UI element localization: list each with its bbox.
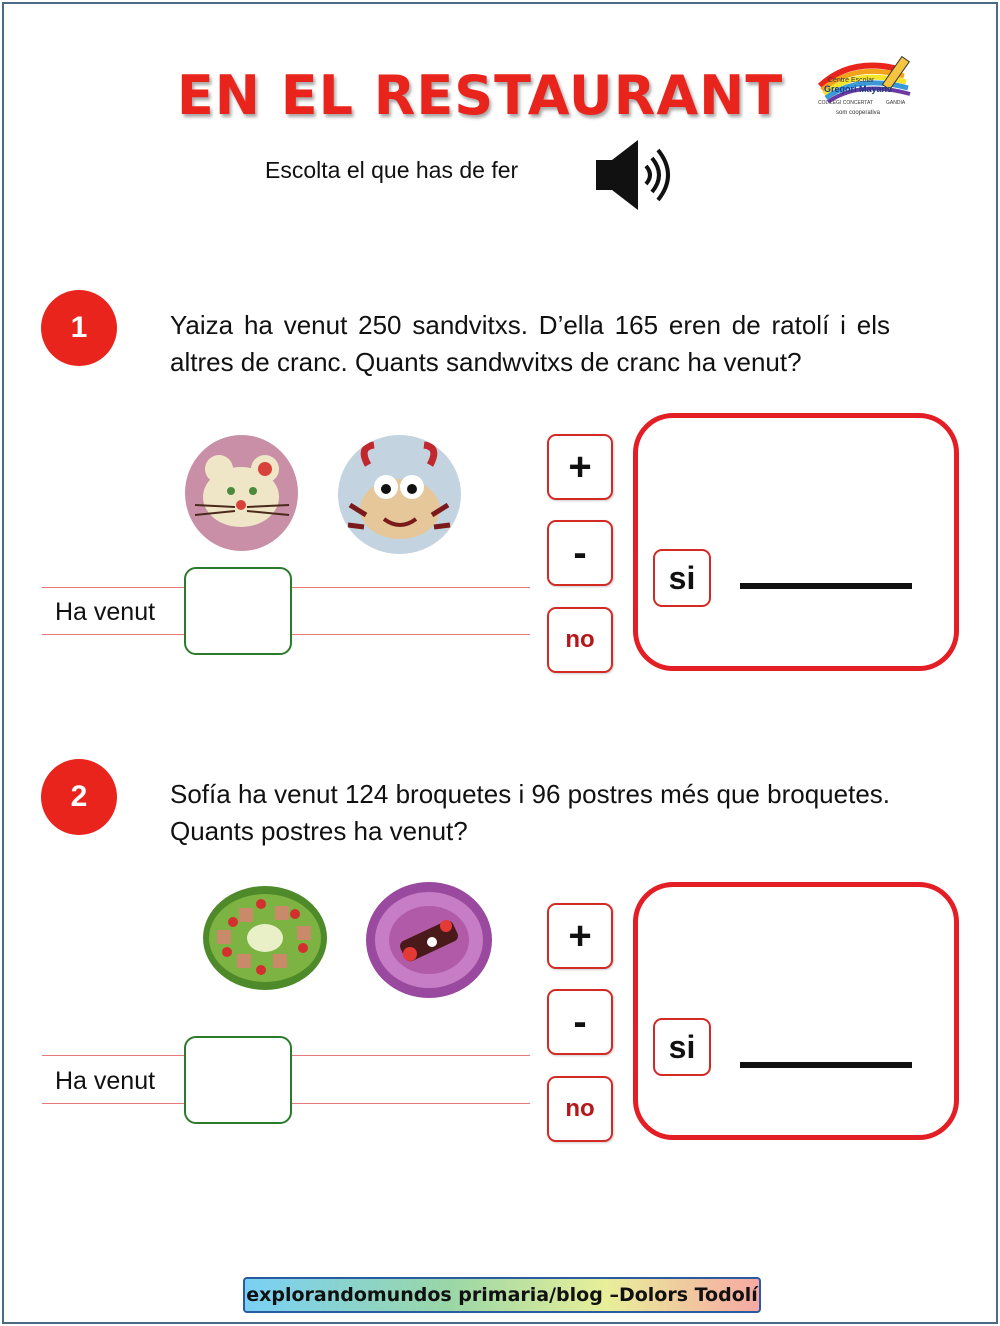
svg-text:COL·LEGI CONCERTAT: COL·LEGI CONCERTAT (818, 100, 874, 106)
operation-box-2[interactable] (633, 882, 959, 1140)
answer-label-2: Ha venut (55, 1067, 156, 1095)
problem-text-2: Sofía ha venut 124 broquetes i 96 postres més que broquetes. Quants postres ha venut? (170, 779, 890, 846)
no-button-2[interactable]: no (547, 1076, 613, 1142)
dessert-photo (366, 882, 492, 998)
result-blank-2[interactable] (740, 1062, 912, 1068)
si-button-2[interactable]: si (653, 1018, 711, 1076)
problem-number-2: 2 (41, 759, 117, 835)
answer-input-2[interactable] (184, 1036, 292, 1124)
speaker-icon[interactable] (594, 138, 676, 212)
mouse-sandwich-photo (185, 435, 298, 551)
operation-box-1[interactable] (633, 413, 959, 671)
page-title: EN EL RESTAURANT (176, 64, 784, 127)
plus-button-2[interactable]: + (547, 903, 613, 969)
si-button-1[interactable]: si (653, 549, 711, 607)
problem-text-1: Yaiza ha venut 250 sandvitxs. D’ella 165 eren de ratolí i els altres de cranc. Quants sandwvitxs de cranc ha venut? (170, 310, 890, 377)
skewers-photo (203, 886, 327, 990)
answer-input-1[interactable] (184, 567, 292, 655)
minus-button-2[interactable]: - (547, 989, 613, 1055)
no-button-1[interactable]: no (547, 607, 613, 673)
crab-sandwich-photo (338, 435, 461, 554)
footer-credit: explorandomundos primaria/blog –Dolors Todolí (243, 1277, 761, 1313)
minus-button-1[interactable]: - (547, 520, 613, 586)
result-blank-1[interactable] (740, 583, 912, 589)
answer-label-1: Ha venut (55, 598, 156, 626)
svg-text:Centre Escolar: Centre Escolar (828, 77, 875, 84)
plus-button-1[interactable]: + (547, 434, 613, 500)
listen-instruction: Escolta el que has de fer (265, 157, 519, 183)
problem-number-1: 1 (41, 290, 117, 366)
svg-text:GANDIA: GANDIA (886, 100, 906, 106)
school-logo-icon (812, 52, 922, 120)
svg-text:Gregori Mayans: Gregori Mayans (824, 84, 893, 94)
svg-text:som cooperativa: som cooperativa (836, 110, 881, 116)
